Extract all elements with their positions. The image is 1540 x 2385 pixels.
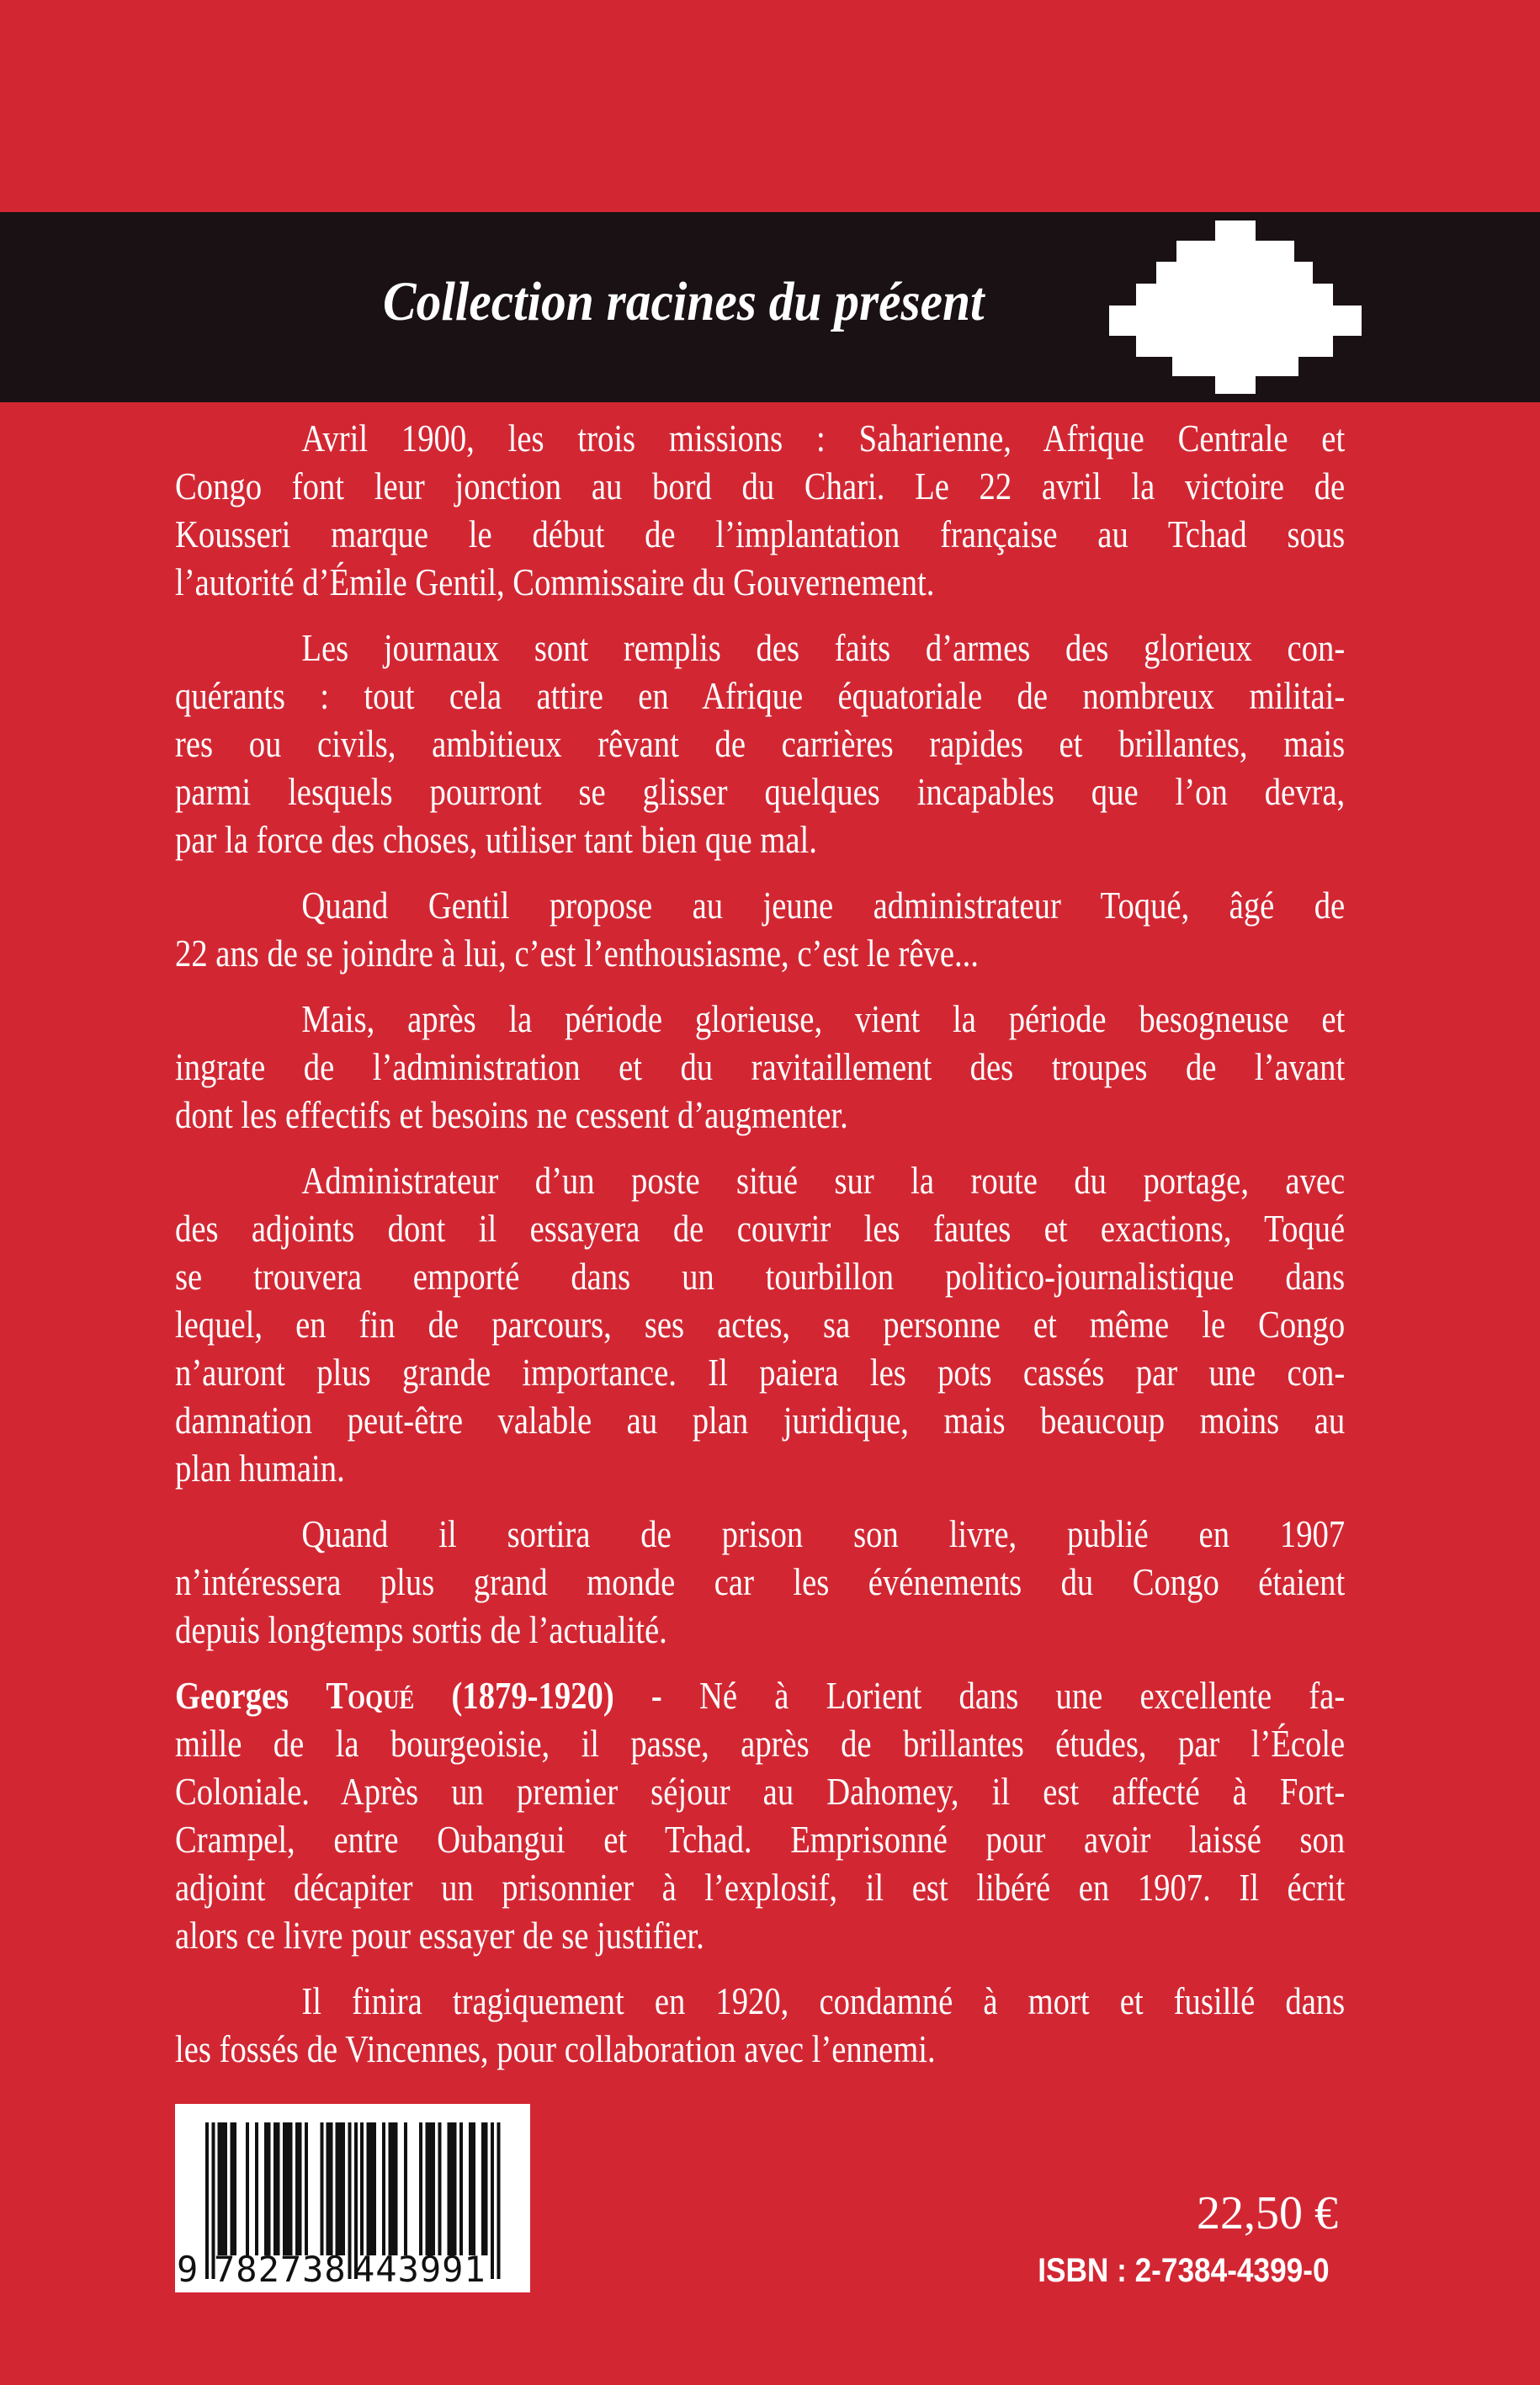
author-surname: Toqué (326, 1674, 415, 1717)
price-label: 22,50 € (1197, 2187, 1338, 2239)
text-line: depuis longtemps sortis de l’actualité. (175, 1608, 667, 1651)
text-line: Kousseri marque le début de l’implantation française au Tchad sous (175, 513, 1346, 555)
text-line: parmi lesquels pourront se glisser quelques incapables que l’on devra, (175, 770, 1346, 813)
paragraphs (175, 414, 1345, 2073)
text-line: res ou civils, ambitieux rêvant de carrières rapides et brillantes, mais (175, 722, 1346, 765)
paragraph (175, 995, 1345, 1139)
paragraph (175, 414, 1345, 606)
text-line: mille de la bourgeoisie, il passe, après de brillantes études, par l’École (175, 1722, 1346, 1765)
text-line: n’intéressera plus grand monde car les événements du Congo étaient (175, 1560, 1346, 1603)
text-line: se trouvera emporté dans un tourbillon politico-journalistique dans (175, 1255, 1346, 1298)
paragraph (175, 1977, 1345, 2073)
barcode-digit-prefix: 9 (177, 2249, 199, 2290)
text-line: Quand Gentil propose au jeune administrateur Toqué, âgé de (301, 884, 1346, 927)
paragraph (175, 1510, 1345, 1654)
paragraph (175, 881, 1345, 977)
text-line: Administrateur d’un poste situé sur la route du portage, avec (301, 1159, 1346, 1202)
text-line: ingrate de l’administration et du ravitaillement des troupes de l’avant (175, 1045, 1346, 1088)
text-line: 22 ans de se joindre à lui, c’est l’enthousiasme, c’est le rêve... (175, 932, 979, 975)
author-name-lead: Georges Toqué (1879-1920) - (175, 1674, 662, 1717)
text-line: les fossés de Vincennes, pour collaboration avec l’ennemi. (175, 2027, 936, 2070)
text-line: Les journaux sont remplis des faits d’armes des glorieux con- (301, 626, 1346, 669)
text-line: Mais, après la période glorieuse, vient la période besogneuse et (301, 997, 1346, 1040)
text-line: n’auront plus grande importance. Il paiera les pots cassés par une con- (175, 1351, 1346, 1394)
text-line: l’autorité d’Émile Gentil, Commissaire du Gouvernement. (175, 560, 935, 603)
text-line: Coloniale. Après un premier séjour au Dahomey, il est affecté à Fort- (175, 1770, 1346, 1813)
text-line: Georges Toqué (1879-1920) - Né à Lorient dans une excellente fa- (175, 1674, 1346, 1717)
text-line: Congo font leur jonction au bord du Chari. Le 22 avril la victoire de (175, 465, 1346, 507)
text-line: dont les effectifs et besoins ne cessent d’augmenter. (175, 1093, 848, 1136)
collection-title: Collection racines du présent (383, 271, 985, 332)
barcode-box (175, 2104, 530, 2292)
text-line: damnation peut-être valable au plan juridique, mais beaucoup moins au (175, 1399, 1346, 1442)
text-line: adjoint décapiter un prisonnier à l’explosif, il est libéré en 1907. Il écrit (175, 1866, 1346, 1909)
text-line: Quand il sortira de prison son livre, publié en 1907 (301, 1512, 1346, 1555)
collection-band (0, 212, 1540, 402)
text-line: plan humain. (175, 1447, 345, 1490)
text-line: Il finira tragiquement en 1920, condamné à mort et fusillé dans (301, 1979, 1346, 2022)
paragraph (175, 1671, 1345, 1959)
text-line: lequel, en fin de parcours, ses actes, sa personne et même le Congo (175, 1303, 1346, 1346)
text-line: par la force des choses, utiliser tant bien que mal. (175, 818, 817, 861)
barcode-digits-left: 782738 (214, 2249, 347, 2290)
paragraph (175, 624, 1345, 863)
text-line: quérants : tout cela attire en Afrique équatoriale de nombreux militai- (175, 674, 1346, 717)
barcode-digits-right: 443991 (353, 2249, 486, 2290)
paragraph (175, 1156, 1345, 1492)
harmattan-pixel-diamond-logo-icon (1109, 220, 1362, 394)
text-line: Avril 1900, les trois missions : Saharienne, Afrique Centrale et (301, 417, 1346, 459)
isbn-label: ISBN : 2-7384-4399-0 (1038, 2252, 1330, 2289)
text-line: alors ce livre pour essayer de se justifier. (175, 1914, 704, 1957)
text-line: des adjoints dont il essayera de couvrir les fautes et exactions, Toqué (175, 1207, 1346, 1250)
back-cover-text (175, 414, 1345, 2090)
text-line: Crampel, entre Oubangui et Tchad. Emprisonné pour avoir laissé son (175, 1818, 1346, 1861)
